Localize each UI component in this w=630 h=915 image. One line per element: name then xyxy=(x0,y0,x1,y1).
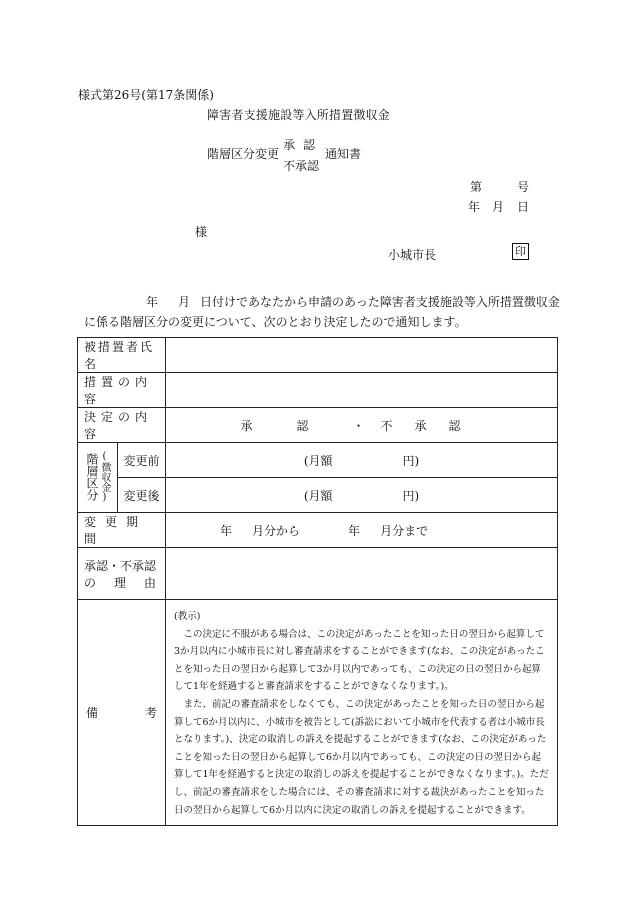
before-monthly-close: 円) xyxy=(402,453,420,468)
period-from: 月分から xyxy=(252,523,301,538)
date-day: 日 xyxy=(517,200,530,214)
before-monthly-open: (月額 xyxy=(303,453,333,468)
reason-label-line1: 承認・不承認 xyxy=(84,558,157,573)
issuer-name: 小城市長 xyxy=(388,248,437,262)
table-row-name xyxy=(78,338,558,373)
seal-stamp: 印 xyxy=(512,243,529,260)
reason-label-no: の xyxy=(84,575,97,590)
decision-label: 決定の内容 xyxy=(78,408,166,443)
title-line2-right: 通知書 xyxy=(325,147,362,161)
table-row-tier-after xyxy=(78,478,558,513)
remarks-title: (教示) xyxy=(174,611,201,622)
title-disapprove: 不承認 xyxy=(283,159,320,173)
decision-table xyxy=(77,337,558,826)
remarks-content xyxy=(166,600,558,826)
reason-label-cell xyxy=(78,548,166,600)
body-year: 年 xyxy=(146,295,159,309)
remarks-paragraph-2: また、前記の審査請求をしなくても、この決定があったことを知った日の翌日から起算して6か月以内に、小城市を被告として(訴訟において小城市を代表する者は小城市長となります。)、決定の取消しの訴えを提起することができます(なお、この決定があったことを知った日の翌日から起算して6か月以内であっても、この決定の日の翌日から起算して1年を経過すると決定の取消しの訴えを提起することができなくなります。)。ただし、前記の審査請求をした場合には、その審査請求に対する裁決があったことを知った日の翌日から起算して6か月以内に決定の取消しの訴えを提起することができます。 xyxy=(174,698,549,816)
after-value[interactable] xyxy=(166,478,558,513)
after-monthly-open: (月額 xyxy=(303,488,333,503)
remarks-paragraph-1: この決定に不服がある場合は、この決定があったことを知った日の翌日から起算して3か月以内に小城市長に対し審査請求をすることができます(なお、この決定があったことを知った日の翌日から起算して3か月以内であっても、この決定の日の翌日から起算して1年を経過すると審査請求をすることができなくなります。)。 xyxy=(174,628,545,693)
table-row-remarks xyxy=(78,600,558,826)
content-label: 措置の内容 xyxy=(78,373,166,408)
notice-body xyxy=(84,292,564,332)
table-row-reason xyxy=(78,548,558,600)
before-label: 変更前 xyxy=(118,443,166,478)
table-row-period xyxy=(78,513,558,548)
before-value[interactable] xyxy=(166,443,558,478)
tier-label-cell xyxy=(78,443,118,513)
form-number: 様式第26号(第17条関係) xyxy=(78,88,214,102)
table-row-decision xyxy=(78,408,558,443)
content-value[interactable] xyxy=(166,373,558,408)
period-year2: 年 xyxy=(348,523,361,538)
recipient-suffix: 様 xyxy=(195,225,208,239)
after-monthly-close: 円) xyxy=(402,488,420,503)
title-line2-left: 階層区分変更 xyxy=(207,147,280,161)
decision-approve: 承認 xyxy=(240,418,353,433)
after-label: 変更後 xyxy=(118,478,166,513)
period-to: 月分まで xyxy=(380,523,429,538)
remarks-label-bi: 備 xyxy=(86,706,99,721)
period-value[interactable] xyxy=(166,513,558,548)
title-line1: 障害者支援施設等入所措置徴収金 xyxy=(207,108,391,122)
tier-label: 階層区分 xyxy=(85,453,99,501)
reason-value[interactable] xyxy=(166,548,558,600)
tier-sub-label: (徴収金) xyxy=(99,451,110,503)
remarks-label-kou: 考 xyxy=(145,706,158,721)
period-label: 変更期間 xyxy=(78,513,166,548)
decision-value xyxy=(166,408,558,443)
name-value[interactable] xyxy=(166,338,558,373)
decision-disapprove: 不承認 xyxy=(380,418,483,433)
title-approve: 承認 xyxy=(283,138,324,152)
remarks-label-cell xyxy=(78,600,166,826)
document-number-prefix: 第 xyxy=(470,180,483,194)
decision-sep: ・ xyxy=(352,418,365,433)
name-label: 被措置者氏名 xyxy=(78,338,166,373)
document-number-suffix: 号 xyxy=(517,180,530,194)
reason-label-ri: 理 xyxy=(113,575,126,590)
body-line2: に係る階層区分の変更について、次のとおり決定したので通知します。 xyxy=(84,315,467,329)
reason-label-yu: 由 xyxy=(143,575,156,590)
period-year1: 年 xyxy=(220,523,233,538)
date-year: 年 xyxy=(468,200,481,214)
table-row-content xyxy=(78,373,558,408)
body-line1-rest: 日付けであなたから申請のあった障害者支援施設等入所措置徴収金 xyxy=(200,295,560,309)
date-month: 月 xyxy=(492,200,505,214)
body-month: 月 xyxy=(178,295,191,309)
table-row-tier-before xyxy=(78,443,558,478)
